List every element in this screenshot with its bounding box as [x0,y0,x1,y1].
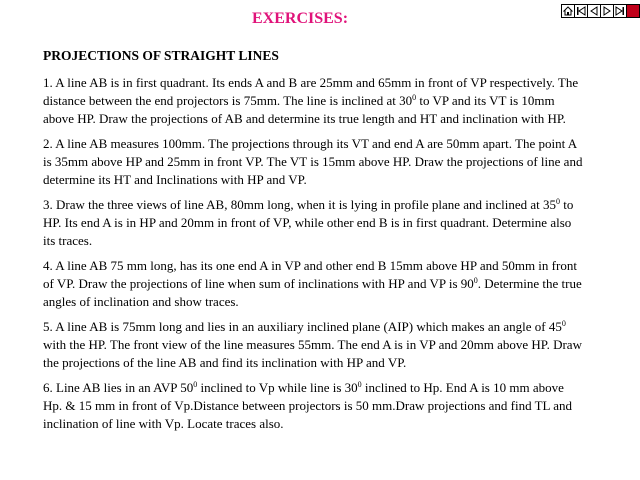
exercise-3 [43,196,583,250]
navigation-bar [561,4,639,18]
superscript: 0 [357,380,362,389]
exercise-list [43,74,583,440]
superscript: 0 [473,276,478,285]
exercise-4 [43,257,583,311]
exercise-text: inclined to Vp while line is 30 [197,380,358,395]
exercise-text: 5. A line AB is 75mm long and lies in an auxiliary inclined plane (AIP) which makes an angle of 45 [43,319,562,334]
exercise-2 [43,135,583,189]
exercise-text: 4. A line AB 75 mm long, has its one end A in VP and other end B 15mm above HP and 50mm in front of VP. Draw the projections of line when sum of inclinations with HP and VP is 90 [43,258,577,291]
exercise-text: 6. Line AB lies in an AVP 50 [43,380,194,395]
exercise-text: 1. A line AB is in first quadrant. Its ends A and B are 25mm and 65mm in front of VP respectively. The distance between the end projectors is 75mm. The line is inclined at 30 [43,75,579,108]
page-title: EXERCISES: [251,10,349,27]
end-show-button[interactable] [626,4,640,18]
last-slide-button[interactable] [613,4,627,18]
superscript: 0 [412,93,417,102]
exercise-text: to HP. Its end A is in HP and 20mm in front of VP, while other end B is in first quadrant. Determine also its traces. [43,197,574,248]
exercise-text: with the HP. The front view of the line measures 55mm. The end A is in VP and 20mm above HP. Draw the projections of the line AB and find its inclination with HP and VP. [43,337,582,370]
previous-icon [589,6,599,16]
previous-slide-button[interactable] [587,4,601,18]
superscript: 0 [556,197,561,206]
exercise-text: inclined to Hp. End A is 10 mm above Hp. & 15 mm in front of Vp.Distance between projectors is 50 mm.Draw projections and find TL and inclination of line with Vp. Locate traces also. [43,380,573,431]
first-icon [576,6,586,16]
superscript: 0 [561,319,566,328]
superscript: 0 [193,380,198,389]
exercise-text: . Determine the true angles of inclination and show traces. [43,276,582,309]
last-icon [615,6,625,16]
section-heading: PROJECTIONS OF STRAIGHT LINES [43,48,279,63]
first-slide-button[interactable] [574,4,588,18]
exercise-text: to VP and its VT is 10mm above HP. Draw the projections of AB and determine its true length and HT and inclination with HP. [43,93,566,126]
exercise-5 [43,318,583,372]
next-slide-button[interactable] [600,4,614,18]
next-icon [602,6,612,16]
home-button[interactable] [561,4,575,18]
exercise-text: 3. Draw the three views of line AB, 80mm long, when it is lying in profile plane and inclined at 35 [43,197,557,212]
home-icon [563,6,573,16]
exercise-6 [43,379,583,433]
exercise-text: 2. A line AB measures 100mm. The projections through its VT and end A are 50mm apart. The point A is 35mm above HP and 25mm in front VP. The VT is 15mm above HP. Draw the projections of line and determine its HT and Inclinations with HP and VP. [43,136,583,187]
exercise-1 [43,74,583,128]
